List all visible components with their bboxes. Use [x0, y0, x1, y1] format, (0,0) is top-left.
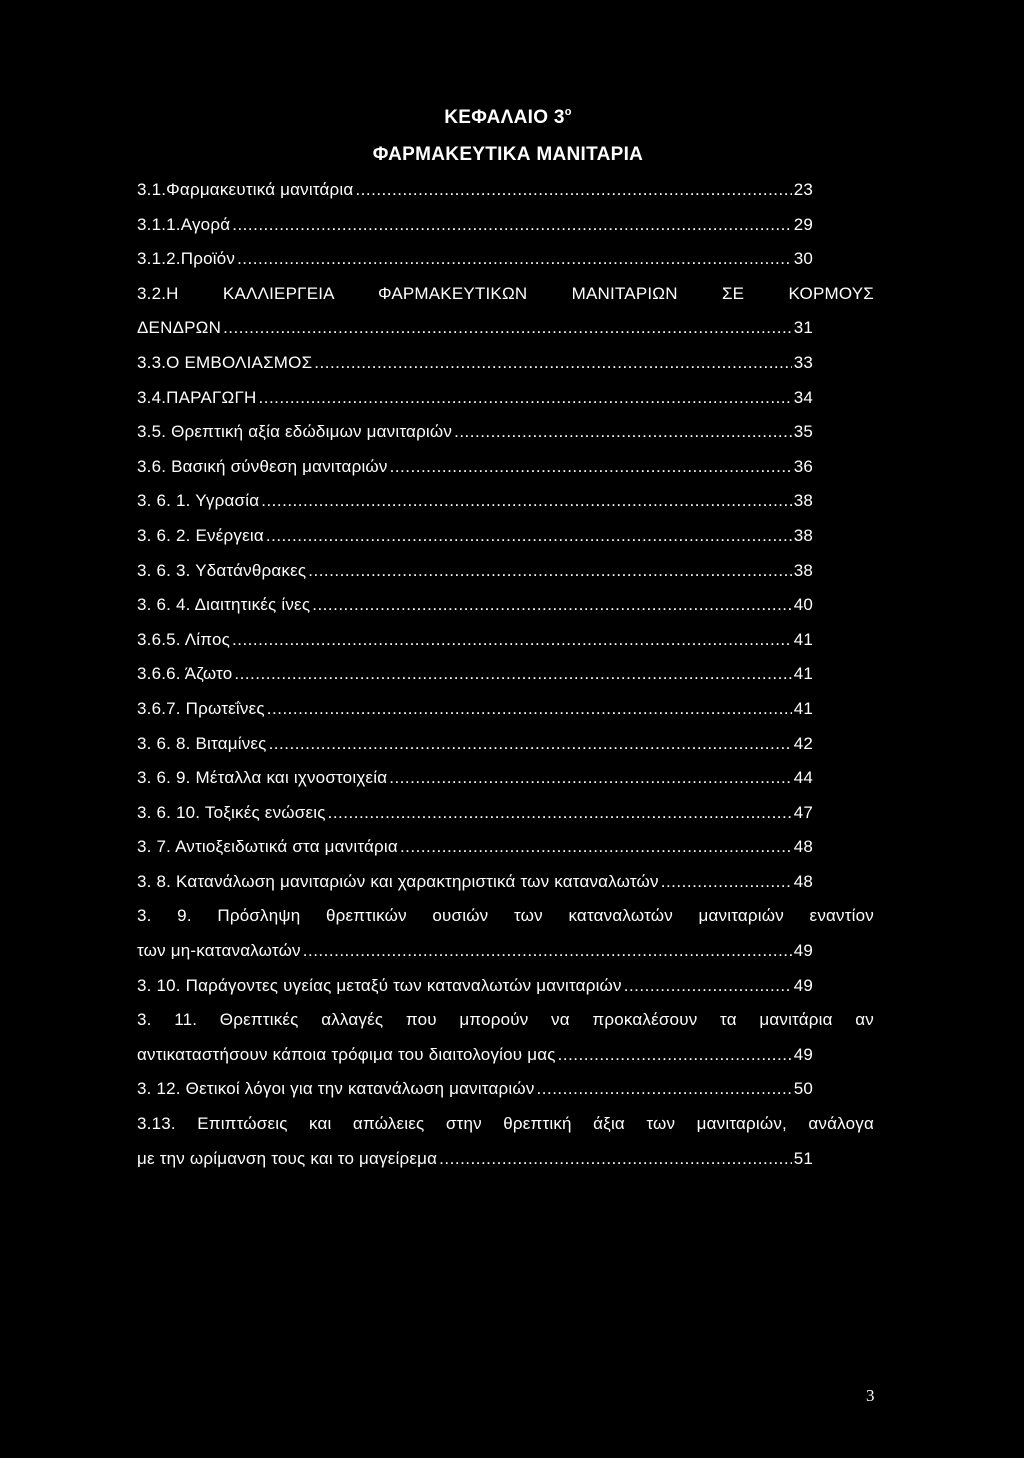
toc-entry-page: 31 [793, 318, 813, 338]
toc-entry-label-line1: 3.2.Η ΚΑΛΛΙΕΡΓΕΙΑ ΦΑΡΜΑΚΕΥΤΙΚΩΝ ΜΑΝΙΤΑΡΙΩΝ ΣΕ ΚΟΡΜΟΥΣ [137, 283, 874, 303]
toc-entry-label: αντικαταστήσουν κάποια τρόφιμα του διαιτολογίου μας [137, 1044, 556, 1064]
toc-entry-page: 50 [793, 1079, 813, 1099]
toc-dot-leader [400, 837, 792, 857]
toc-entry-row [137, 215, 813, 250]
toc-dot-leader [237, 249, 792, 269]
toc-entry [137, 768, 874, 803]
toc-dot-leader [389, 768, 791, 788]
toc-entry-row [137, 491, 813, 526]
toc-entry-label: 3.1.Φαρμακευτικά μανιτάρια [137, 180, 354, 199]
toc-entry-label: 3. 8. Κατανάλωση μανιταριών και χαρακτηριστικά των καταναλωτών [137, 871, 659, 891]
toc-entry-row [137, 630, 813, 665]
toc-dot-leader [232, 215, 791, 235]
toc-entry-page: 30 [793, 249, 813, 269]
toc-entry-label: 3.6.6. Άζωτο [137, 664, 233, 684]
toc-entry-row [137, 595, 813, 630]
toc-entry-label: 3. 6. 2. Ενέργεια [137, 525, 264, 545]
toc-entry-page: 38 [793, 525, 813, 545]
toc-entry-row [137, 734, 813, 769]
toc-entry [137, 734, 874, 769]
toc-dot-leader [328, 803, 792, 823]
toc-entry-label: 3.6. Βασική σύνθεση μανιταριών [137, 456, 388, 476]
chapter-title: ΦΑΡΜΑΚΕΥΤΙΚΑ ΜΑΝΙΤΑΡΙΑ [372, 144, 644, 165]
toc-entry-page: 49 [793, 1044, 813, 1064]
toc-entry [137, 284, 874, 353]
toc-entry-row [137, 249, 813, 284]
toc-entry-page: 47 [793, 802, 813, 822]
toc-entry-row [137, 1149, 813, 1184]
toc-entry-page: 36 [793, 456, 813, 476]
toc-dot-leader [390, 457, 792, 477]
toc-entry [137, 491, 874, 526]
toc-entry-page: 40 [793, 595, 813, 615]
toc-dot-leader [537, 1079, 792, 1099]
toc-entry-label: 3.1.2.Προϊόν [137, 249, 236, 269]
toc-entry-row [137, 768, 813, 803]
toc-entry-page: 41 [793, 698, 813, 718]
toc-dot-leader [314, 353, 791, 373]
toc-dot-leader [261, 491, 791, 511]
toc-entry [137, 803, 874, 838]
toc-entry-row [137, 664, 813, 699]
toc-entry [137, 353, 874, 388]
toc-dot-leader [223, 318, 792, 338]
toc-entry [137, 422, 874, 457]
toc-entry-row [137, 803, 813, 838]
toc-dot-leader [269, 734, 792, 754]
toc-entry-label: ΔΕΝΔΡΩΝ [137, 318, 222, 338]
toc-entry-label: με την ωρίμανση τους και το μαγείρεμα [137, 1148, 438, 1168]
toc-entry-label: 3. 12. Θετικοί λόγοι για την κατανάλωση μανιταριών [137, 1079, 535, 1099]
toc-entry-page: 48 [793, 871, 813, 891]
toc-entry-row [137, 1045, 813, 1080]
toc-dot-leader [308, 561, 791, 581]
toc-entry-page: 44 [793, 768, 813, 788]
toc-entry-page: 34 [793, 387, 813, 407]
toc-entry-label: 3. 6. 4. Διαιτητικές ίνες [137, 595, 311, 615]
toc-dot-leader [234, 664, 791, 684]
toc-dot-leader [454, 422, 792, 442]
toc-entry-page: 49 [793, 975, 813, 995]
toc-entry-row [137, 872, 813, 907]
toc-entry-row [137, 388, 813, 423]
toc-entry-row [137, 976, 813, 1011]
toc-entry [137, 1114, 874, 1183]
toc-entry-page: 33 [793, 352, 813, 372]
toc-entry-label: 3.5. Θρεπτική αξία εδώδιμων μανιταριών [137, 422, 453, 442]
toc-entry-label-line1: 3. 11. Θρεπτικές αλλαγές που μπορούν να προκαλέσουν τα μανιτάρια αν [137, 1010, 874, 1030]
toc-entry-label: 3.1.1.Αγορά [137, 214, 231, 234]
toc-entry-page: 35 [793, 422, 813, 442]
toc-entry [137, 1079, 874, 1114]
toc-entry [137, 180, 874, 215]
toc-entry-row [137, 422, 813, 457]
toc-entry-label: 3. 6. 1. Υγρασία [137, 491, 260, 511]
toc-entry-label: 3.3.Ο ΕΜΒΟΛΙΑΣΜΟΣ [137, 352, 313, 372]
toc-entry-label: 3. 10. Παράγοντες υγείας μεταξύ των καταναλωτών μανιταριών [137, 975, 622, 995]
toc-dot-leader [355, 180, 791, 200]
toc-entry-page: 41 [793, 629, 813, 649]
toc-entry-page: 29 [793, 214, 813, 234]
toc-entry [137, 215, 874, 250]
toc-entry [137, 561, 874, 596]
toc-entry-row [137, 353, 813, 388]
toc-entry [137, 526, 874, 561]
toc-entry-page: 48 [793, 837, 813, 857]
toc-entry [137, 699, 874, 734]
toc-entry [137, 872, 874, 907]
toc-entry-label: των μη-καταναλωτών [137, 941, 301, 961]
toc-entry-row [137, 837, 813, 872]
toc-entry-row [137, 561, 813, 596]
toc-entry-page: 23 [793, 180, 813, 199]
toc-entry-row [137, 526, 813, 561]
toc-entry-page: 38 [793, 491, 813, 511]
toc-entry-row [137, 1079, 813, 1114]
toc-entry-label-line1: 3. 9. Πρόσληψη θρεπτικών ουσιών των καταναλωτών μανιταριών εναντίον [137, 906, 874, 926]
toc-entry-label: 3. 6. 9. Μέταλλα και ιχνοστοιχεία [137, 768, 388, 788]
toc-entry [137, 837, 874, 872]
toc-entry-row [137, 457, 813, 492]
toc-entry [137, 457, 874, 492]
toc-entry-page: 51 [793, 1148, 813, 1168]
chapter-number-text: ΚΕΦΑΛΑΙΟ 3 [444, 107, 565, 128]
toc-dot-leader [259, 388, 792, 408]
toc-dot-leader [267, 699, 792, 719]
toc-entry-label: 3. 7. Αντιοξειδωτικά στα μανιτάρια [137, 837, 398, 857]
toc-entry [137, 249, 874, 284]
toc-entry-label: 3.6.5. Λίπος [137, 629, 230, 649]
toc-entry-label: 3.4.ΠΑΡΑΓΩΓΗ [137, 387, 257, 407]
toc-dot-leader [558, 1045, 792, 1065]
toc-entry-page: 49 [793, 941, 813, 961]
table-of-contents [137, 180, 874, 1183]
toc-entry [137, 906, 874, 975]
toc-dot-leader [266, 526, 792, 546]
toc-entry-row [137, 180, 813, 215]
toc-dot-leader [303, 941, 792, 961]
toc-dot-leader [661, 872, 792, 892]
toc-entry [137, 595, 874, 630]
toc-entry-label: 3.6.7. Πρωτεΐνες [137, 698, 265, 718]
toc-entry [137, 976, 874, 1011]
toc-entry [137, 630, 874, 665]
toc-entry-label: 3. 6. 8. Βιταμίνες [137, 733, 267, 753]
toc-entry-page: 42 [793, 733, 813, 753]
toc-entry-row [137, 318, 813, 353]
toc-entry [137, 1010, 874, 1079]
toc-dot-leader [439, 1149, 792, 1169]
toc-entry-page: 41 [793, 664, 813, 684]
toc-dot-leader [624, 976, 792, 996]
toc-entry-row [137, 699, 813, 734]
chapter-heading [0, 106, 1016, 129]
chapter-number-superscript: ο [564, 106, 572, 118]
toc-entry-row [137, 941, 813, 976]
toc-entry-page: 38 [793, 560, 813, 580]
page-number: 3 [866, 1386, 875, 1405]
toc-dot-leader [232, 630, 792, 650]
toc-entry [137, 388, 874, 423]
toc-dot-leader [312, 595, 791, 615]
toc-entry [137, 664, 874, 699]
toc-entry-label: 3. 6. 3. Υδατάνθρακες [137, 560, 307, 580]
toc-entry-label: 3. 6. 10. Τοξικές ενώσεις [137, 802, 326, 822]
toc-entry-label-line1: 3.13. Επιπτώσεις και απώλειες στην θρεπτική άξια των μανιταριών, ανάλογα [137, 1114, 874, 1134]
